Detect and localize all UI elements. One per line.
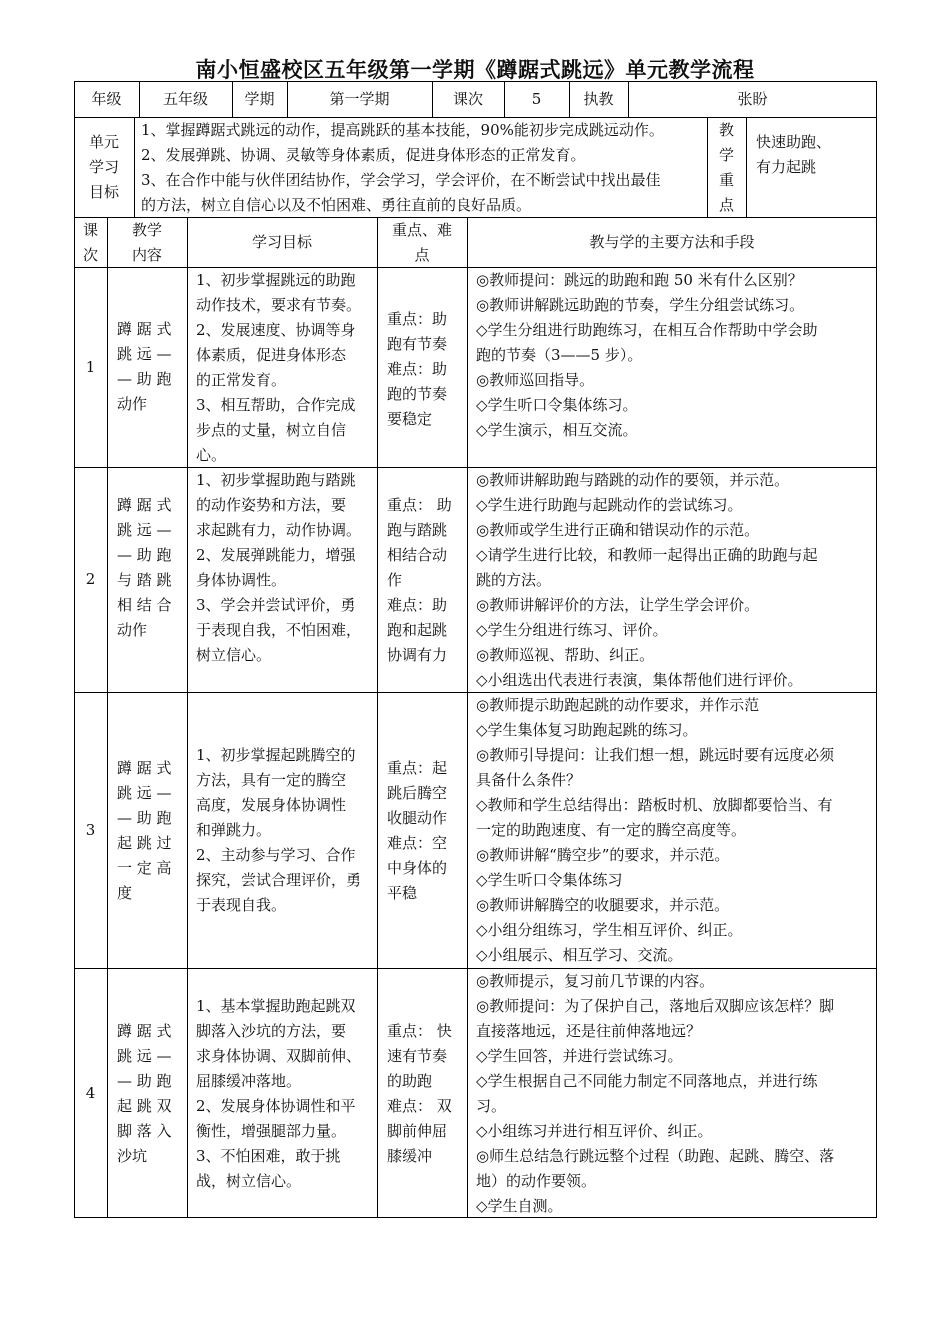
lesson-content: 蹲 踞 式 跳 远 — — 助 跑 起 跳 双 脚 落 入 沙坑 xyxy=(117,1022,172,1165)
lesson-content: 蹲 踞 式 跳 远 — — 助 跑 动作 xyxy=(117,320,172,413)
lesson-content: 蹲 踞 式 跳 远 — — 助 跑 与 踏 跳 相 结 合 动作 xyxy=(117,496,172,639)
lesson-methods: ◎教师提问：跳远的助跑和跑 50 米有什么区别？ ◎教师讲解跳远助跑的节奏，学生分组尝试练习。 ◇学生分组进行助跑练习，在相互合作帮助中学会助 跑的节奏（3——5 步）。 ◎教师巡回指导。 ◇学生听口令集体练习。 ◇学生演示，相互交流。 xyxy=(476,271,818,439)
lesson-key-points: 重点：起 跳后腾空 收腿动作 难点：空 中身体的 平稳 xyxy=(387,759,448,902)
lesson-objective: 1、基本掌握助跑起跳双 脚落入沙坑的方法，要 求身体协调、双脚前伸、 屈膝缓冲落地。 2、发展身体协调性和平 衡性，增强腿部力量。 3、不怕困难，敢于挑 战，树立信心。 xyxy=(196,997,362,1190)
header-objective: 学习目标 xyxy=(251,232,312,251)
lesson-number: 1 xyxy=(85,357,96,376)
unit-goals: 1、掌握蹲踞式跳远的动作，提高跳跃的基本技能，90%能初步完成跳远动作。 2、发展弹跳、协调、灵敏等身体素质，促进身体形态的正常发育。 3、在合作中能与伙伴团结协作，学会学习，学会评价，在不断尝试中找出最佳 的方法，树立自信心以及不怕困难、勇往直前的良好品质。 xyxy=(141,121,664,214)
teacher-label: 执教 xyxy=(583,89,614,108)
lesson-methods: ◎教师提示助跑起跳的动作要求，并作示范 ◇学生集体复习助跑起跳的练习。 ◎教师引导提问：让我们想一想，跳远时要有远度必须 具备什么条件？ ◇教师和学生总结得出：踏板时机、放脚都要恰当、有 一定的助跑速度、有一定的腾空高度等。 ◎教师讲解“腾空步”的要求，并示范。 ◇学生听口令集体练习 ◎教师讲解腾空的收腿要求，并示范。 ◇小组分组练习，学生相互评价、纠正。 ◇小组展示、相互学习、交流。 xyxy=(476,696,835,964)
lesson-objective: 1、初步掌握起跳腾空的 方法，具有一定的腾空 高度，发展身体协调性 和弹跳力。 2、主动参与学习、合作 探究，尝试合理评价，勇 于表现自我。 xyxy=(196,746,362,914)
lesson-key-points: 重点：助 跑有节奏 难点：助 跑的节奏 要稳定 xyxy=(387,310,448,428)
unit-goal-label: 单元 学习 目标 xyxy=(88,133,119,201)
header-lesson: 课 次 xyxy=(82,221,98,264)
lesson-key-points: 重点： 助 跑与踏跳 相结合动 作 难点：助 跑和起跳 协调有力 xyxy=(387,496,452,664)
header-key-points: 重点、难 点 xyxy=(391,221,452,264)
teaching-focus-label: 教 学 重 点 xyxy=(718,121,734,214)
lesson-objective: 1、初步掌握跳远的助跑 动作技术，要求有节奏。 2、发展速度、协调等身 体素质，促进身体形态 的正常发育。 3、相互帮助，合作完成 步点的丈量，树立自信 心。 xyxy=(196,271,362,464)
lesson-label: 课次 xyxy=(452,89,483,108)
grade-label: 年级 xyxy=(91,89,122,108)
lesson-key-points: 重点： 快 速有节奏 的助跑 难点： 双 脚前伸屈 膝缓冲 xyxy=(387,1022,452,1165)
lesson-content: 蹲 踞 式 跳 远 — — 助 跑 起 跳 过 一 定 高 度 xyxy=(117,759,172,902)
lesson-methods: ◎教师提示，复习前几节课的内容。 ◎教师提问：为了保护自己，落地后双脚应该怎样？脚 直接落地远，还是往前伸落地远？ ◇学生回答，并进行尝试练习。 ◇学生根据自己不同能力制定不同落地点，并进行练 习。 ◇小组练习并进行相互评价、纠正。 ◎师生总结急行跳远整个过程（助跑、起跳、腾空、落 地）的动作要领。 ◇学生自测。 xyxy=(476,972,835,1215)
lesson-number: 3 xyxy=(85,820,96,839)
header-methods: 教与学的主要方法和手段 xyxy=(589,232,755,251)
lesson-value: 5 xyxy=(531,89,542,108)
lesson-number: 2 xyxy=(85,570,96,588)
header-content: 教学 内容 xyxy=(131,221,162,264)
lesson-number: 4 xyxy=(85,1083,96,1102)
page-title: 南小恒盛校区五年级第一学期《蹲踞式跳远》单元教学流程 xyxy=(195,58,755,82)
teacher-value: 张盼 xyxy=(737,89,768,108)
term-label: 学期 xyxy=(244,89,275,108)
lesson-objective: 1、初步掌握助跑与踏跳 的动作姿势和方法，要 求起跳有力，动作协调。 2、发展弹跳能力，增强 身体协调性。 3、学会并尝试评价，勇 于表现自我，不怕困难， 树立信心。 xyxy=(196,471,362,664)
grade-value: 五年级 xyxy=(162,89,208,108)
lesson-methods: ◎教师讲解助跑与踏跳的动作的要领，并示范。 ◇学生进行助跑与起跳动作的尝试练习。 ◎教师或学生进行正确和错误动作的示范。 ◇请学生进行比较，和教师一起得出正确的助跑与起 跳的方法。 ◎教师讲解评价的方法，让学生学会评价。 ◇学生分组进行练习、评价。 ◎教师巡视、帮助、纠正。 ◇小组选出代表进行表演，集体帮他们进行评价。 xyxy=(476,471,818,689)
teaching-focus: 快速助跑、 有力起跳 xyxy=(756,133,832,176)
term-value: 第一学期 xyxy=(329,89,390,108)
